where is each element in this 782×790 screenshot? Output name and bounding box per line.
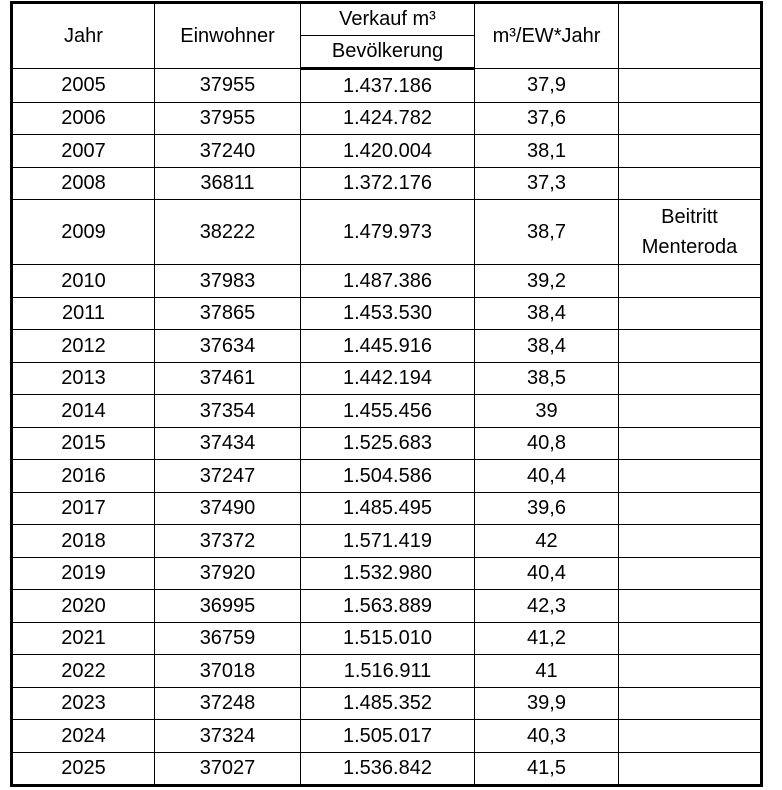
cell-bemerkung — [619, 655, 762, 688]
table-row — [12, 492, 762, 525]
cell-verbrauch: 42 — [475, 525, 619, 558]
cell-jahr: 2016 — [12, 460, 155, 493]
cell-jahr: 2012 — [12, 330, 155, 363]
table-row — [12, 297, 762, 330]
header-bemerkung — [619, 3, 762, 69]
cell-verbrauch: 42,3 — [475, 590, 619, 623]
cell-verkauf: 1.485.495 — [301, 492, 475, 525]
cell-einwohner: 37248 — [155, 687, 301, 720]
cell-verkauf: 1.485.352 — [301, 687, 475, 720]
cell-bemerkung — [619, 752, 762, 786]
cell-verbrauch: 38,1 — [475, 135, 619, 168]
cell-bemerkung — [619, 265, 762, 298]
table-row — [12, 752, 762, 786]
cell-verbrauch: 37,3 — [475, 167, 619, 200]
table-row — [12, 102, 762, 135]
cell-jahr: 2017 — [12, 492, 155, 525]
cell-einwohner: 37490 — [155, 492, 301, 525]
cell-verbrauch: 39,6 — [475, 492, 619, 525]
cell-einwohner: 37027 — [155, 752, 301, 786]
cell-bemerkung — [619, 590, 762, 623]
table-header — [12, 3, 762, 69]
cell-jahr: 2018 — [12, 525, 155, 558]
cell-bemerkung — [619, 427, 762, 460]
cell-bemerkung — [619, 330, 762, 363]
cell-einwohner: 38222 — [155, 200, 301, 265]
cell-verkauf: 1.571.419 — [301, 525, 475, 558]
cell-jahr: 2008 — [12, 167, 155, 200]
table-row — [12, 427, 762, 460]
table-row — [12, 720, 762, 753]
table-row — [12, 167, 762, 200]
cell-verbrauch: 41,2 — [475, 622, 619, 655]
cell-bemerkung — [619, 492, 762, 525]
header-bevoelkerung: Bevölkerung — [301, 36, 475, 69]
cell-verbrauch: 38,7 — [475, 200, 619, 265]
cell-verkauf: 1.504.586 — [301, 460, 475, 493]
cell-jahr: 2007 — [12, 135, 155, 168]
cell-einwohner: 37372 — [155, 525, 301, 558]
table-row — [12, 557, 762, 590]
table-row — [12, 590, 762, 623]
cell-jahr: 2019 — [12, 557, 155, 590]
cell-einwohner: 36995 — [155, 590, 301, 623]
cell-verkauf: 1.442.194 — [301, 362, 475, 395]
cell-bemerkung — [619, 69, 762, 103]
cell-verbrauch: 37,6 — [475, 102, 619, 135]
cell-einwohner: 36811 — [155, 167, 301, 200]
cell-verbrauch: 41 — [475, 655, 619, 688]
cell-verkauf: 1.515.010 — [301, 622, 475, 655]
cell-verbrauch: 41,5 — [475, 752, 619, 786]
cell-einwohner: 37920 — [155, 557, 301, 590]
cell-jahr: 2022 — [12, 655, 155, 688]
cell-verkauf: 1.420.004 — [301, 135, 475, 168]
cell-bemerkung — [619, 460, 762, 493]
cell-bemerkung — [619, 720, 762, 753]
cell-einwohner: 37018 — [155, 655, 301, 688]
cell-verkauf: 1.563.889 — [301, 590, 475, 623]
cell-verkauf: 1.525.683 — [301, 427, 475, 460]
cell-bemerkung — [619, 135, 762, 168]
cell-jahr: 2021 — [12, 622, 155, 655]
cell-einwohner: 37983 — [155, 265, 301, 298]
cell-verkauf: 1.453.530 — [301, 297, 475, 330]
table-row — [12, 200, 762, 265]
water-consumption-table — [10, 1, 763, 787]
cell-bemerkung — [619, 557, 762, 590]
cell-bemerkung — [619, 102, 762, 135]
cell-jahr: 2015 — [12, 427, 155, 460]
header-verkauf: Verkauf m³ — [301, 3, 475, 36]
header-einwohner: Einwohner — [155, 3, 301, 69]
cell-einwohner: 37955 — [155, 69, 301, 103]
cell-einwohner: 37955 — [155, 102, 301, 135]
cell-jahr: 2009 — [12, 200, 155, 265]
cell-jahr: 2010 — [12, 265, 155, 298]
cell-verkauf: 1.455.456 — [301, 395, 475, 428]
cell-einwohner: 36759 — [155, 622, 301, 655]
cell-jahr: 2011 — [12, 297, 155, 330]
table-container — [10, 1, 763, 787]
cell-verkauf: 1.424.782 — [301, 102, 475, 135]
cell-einwohner: 37634 — [155, 330, 301, 363]
cell-verbrauch: 40,3 — [475, 720, 619, 753]
cell-einwohner: 37461 — [155, 362, 301, 395]
cell-bemerkung — [619, 395, 762, 428]
cell-einwohner: 37247 — [155, 460, 301, 493]
cell-verkauf: 1.532.980 — [301, 557, 475, 590]
cell-verbrauch: 40,4 — [475, 557, 619, 590]
cell-einwohner: 37865 — [155, 297, 301, 330]
cell-verkauf: 1.479.973 — [301, 200, 475, 265]
cell-bemerkung — [619, 167, 762, 200]
cell-verbrauch: 37,9 — [475, 69, 619, 103]
table-row — [12, 69, 762, 103]
table-row — [12, 362, 762, 395]
cell-jahr: 2023 — [12, 687, 155, 720]
cell-bemerkung — [619, 525, 762, 558]
cell-verkauf: 1.437.186 — [301, 69, 475, 103]
cell-einwohner: 37434 — [155, 427, 301, 460]
cell-verbrauch: 38,4 — [475, 297, 619, 330]
cell-bemerkung: Beitritt Menteroda — [619, 200, 762, 265]
table-row — [12, 622, 762, 655]
table-row — [12, 265, 762, 298]
cell-einwohner: 37354 — [155, 395, 301, 428]
table-body — [12, 69, 762, 786]
cell-jahr: 2014 — [12, 395, 155, 428]
cell-einwohner: 37240 — [155, 135, 301, 168]
cell-verbrauch: 39 — [475, 395, 619, 428]
table-row — [12, 460, 762, 493]
cell-verkauf: 1.372.176 — [301, 167, 475, 200]
header-row — [12, 3, 762, 36]
cell-verbrauch: 39,2 — [475, 265, 619, 298]
table-row — [12, 687, 762, 720]
cell-verbrauch: 38,4 — [475, 330, 619, 363]
cell-bemerkung — [619, 297, 762, 330]
cell-verkauf: 1.445.916 — [301, 330, 475, 363]
cell-verbrauch: 39,9 — [475, 687, 619, 720]
table-row — [12, 135, 762, 168]
cell-verkauf: 1.516.911 — [301, 655, 475, 688]
cell-einwohner: 37324 — [155, 720, 301, 753]
cell-jahr: 2006 — [12, 102, 155, 135]
header-jahr: Jahr — [12, 3, 155, 69]
cell-bemerkung — [619, 362, 762, 395]
cell-verkauf: 1.536.842 — [301, 752, 475, 786]
cell-jahr: 2020 — [12, 590, 155, 623]
cell-jahr: 2013 — [12, 362, 155, 395]
cell-verkauf: 1.487.386 — [301, 265, 475, 298]
table-row — [12, 525, 762, 558]
cell-bemerkung — [619, 622, 762, 655]
cell-verbrauch: 40,4 — [475, 460, 619, 493]
cell-bemerkung — [619, 687, 762, 720]
table-row — [12, 655, 762, 688]
cell-jahr: 2024 — [12, 720, 155, 753]
cell-jahr: 2025 — [12, 752, 155, 786]
cell-verbrauch: 40,8 — [475, 427, 619, 460]
cell-verkauf: 1.505.017 — [301, 720, 475, 753]
cell-verbrauch: 38,5 — [475, 362, 619, 395]
header-verbrauch: m³/EW*Jahr — [475, 3, 619, 69]
table-row — [12, 395, 762, 428]
cell-jahr: 2005 — [12, 69, 155, 103]
table-row — [12, 330, 762, 363]
